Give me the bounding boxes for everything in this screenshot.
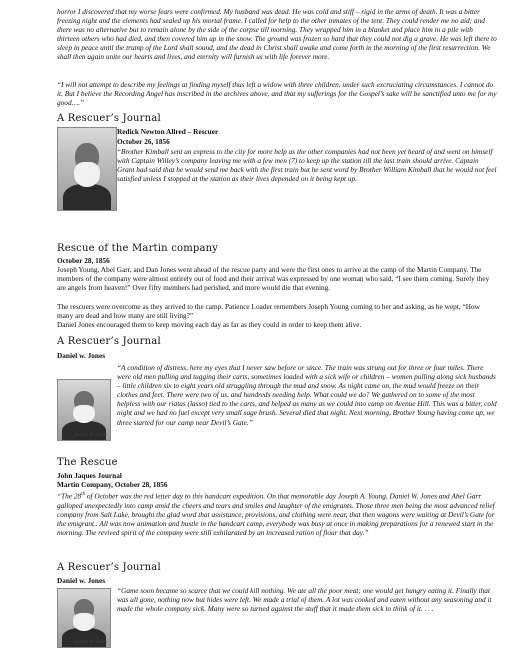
intro-paragraph-1: horror I discovered that my worse fears were confirmed. My husband was dead. He was cold and stiff – rigid in the arms of death. It was a bitter freezing night and the elements had sealed up his mortal frame. I called for help to the other inmates of the tent. They could render me no aid; and there was no alternative but to remain alone by the side of the corpse till morning. They wrapped him in a blanket and place him in a pile with thirteen others who had died, and then covered him up in the snow. The ground was frozen so hard that they could not dig a grave. He was left there to sleep in peace until the trump of the Lord shall sound, and the dead in Christ shall awake and come forth in the morning of the first resurrection. We shall then again unite our hearts and lives, and eternity will furnish us with life forever more.: [57, 7, 497, 62]
portrait-redick-allred: [57, 127, 117, 211]
journal-source: John Jaques Journal: [57, 471, 122, 480]
section-heading-rescuer-journal-1: A Rescuer’s Journal: [57, 113, 161, 124]
rescuer-quote-allred: “Brother Kimball sent an express to the city for more help as the other companies had not been yet heard of and went on himself with Captain Willey’s company leaving me with a few men (7) to keep up the station till the last train should arrive. Captain Grant had said that he would send me back with the first train but he sent word by Brother William Kimball that he would not feel satisfied unless I stopped at the station as their lives depended on it being kept up.: [117, 147, 497, 184]
section-heading-the-rescue: The Rescue: [57, 457, 118, 468]
portrait-coat: [63, 184, 112, 211]
section-heading-rescuer-journal-3: A Rescuer’s Journal: [57, 562, 161, 573]
portrait-signature: Daniel W. Jones: [74, 432, 107, 438]
portrait-daniel-jones-1: [57, 379, 111, 441]
martin-rescue-paragraph-2: The rescuers were overcome as they arrived to the camp. Patience Loader remembers Joseph Young coming to her and asking, as he wept, “How many are dead and how many are still living?”: [57, 302, 480, 321]
portrait-signature: Daniel W. Jones: [74, 639, 107, 645]
journal-company-date: Martin Company, October 28, 1856: [57, 480, 168, 489]
section-heading-rescuer-journal-2: A Rescuer’s Journal: [57, 336, 161, 347]
portrait-coat: [62, 421, 106, 441]
jaques-journal-quote: [57, 490, 497, 537]
rescuer-quote-jones-1: “A condition of distress, here my eyes that I never saw before or since. The train was strung out for three or four miles. There were old men pulling and tugging their carts, sometimes loaded with a sick wife or children – women pulling along sick husbands – little children six to eight years old struggling through the mud and snow. As night came on, the mud would freeze on their clothes and feet. There were two of us, and hundreds needing help. What could we do? We gathered on to some of the most helpless with our riatas (lasso) tied to the carts, and helped as many as we could into camp on Avenue Hill. This was a bitter, cold night and we had no fuel except very small sage brush. Several died that night. Next morning, Brother Young having come up, we three started for our camp near Devil’s Gate.”: [117, 363, 497, 427]
portrait-daniel-jones-2: [57, 588, 111, 648]
intro-paragraph-2: “I will not attempt to describe my feelings at finding myself thus left a widow with three children, under such excruciating circumstances. I cannot do it. But I believe the Recording Angel has inscribed in the archives above, and that my sufferings for the Gospel’s sake will be sanctified unto me for my good….”: [57, 80, 497, 108]
portrait-beard: [73, 613, 96, 630]
rescuer-date-allred: October 26, 1856: [117, 137, 170, 146]
martin-rescue-date: October 28, 1856: [57, 256, 110, 265]
martin-rescue-paragraph-1: Joseph Young, Abel Garr, and Dan Jones went ahead of the rescue party and were the first ones to arrive at the camp of the Martin Company. The members of the company were almost entirely out of food and their arrival was expressed by one woman who said, “I see them coming. Surely they are angels from heaven!” Over fifty members had perished, and more would die that evening.: [57, 265, 490, 293]
portrait-coat: [62, 628, 106, 648]
rescuer-name-jones-2: Daniel w. Jones: [57, 576, 106, 585]
ordinal-suffix: th: [81, 492, 86, 497]
martin-rescue-paragraph-3: Daniel Jones encouraged them to keep moving each day as far as they could in order to keep them alive.: [57, 320, 362, 329]
quote-start: “The 28: [57, 491, 82, 501]
rescuer-name-allred: Redick Newton Allred – Rescuer: [117, 127, 219, 136]
portrait-beard: [74, 162, 100, 187]
rescuer-name-jones-1: Daniel w. Jones: [57, 351, 106, 360]
quote-rest: of October was the red letter day to this handcart expedition. On that memorable day Joseph A. Young, Daniel W. Jones and Abel Garr galloped unexpectedly into camp amid the cheers and tears and smiles and laughter of the emigrants. Those three men being the most advanced relief company from Salt Lake, brought the glad word that assistance, provisions, and clothing were near, that then wagons were waiting at Devil’s Gate for the emigrant.. All was now animation and bustle in the handcart camp, everybody was busy at once in making preparations for a renewed start in the morning. The revived spirit of the company were still exhilarated by an increased ration of flour that day.”: [57, 491, 495, 537]
rescuer-quote-jones-2: “Game soon became so scarce that we could kill nothing. We ate all the poor meat; one would get hungry eating it. Finally that was all gone, nothing now but hides were left. We made a trial of them. A lot was cooked and eaten without any seasoning and it made the whole company sick. Many were so turned against the stuff that it made them sick to think of it. . . .: [117, 586, 492, 614]
section-heading-martin-company: Rescue of the Martin company: [57, 243, 219, 254]
